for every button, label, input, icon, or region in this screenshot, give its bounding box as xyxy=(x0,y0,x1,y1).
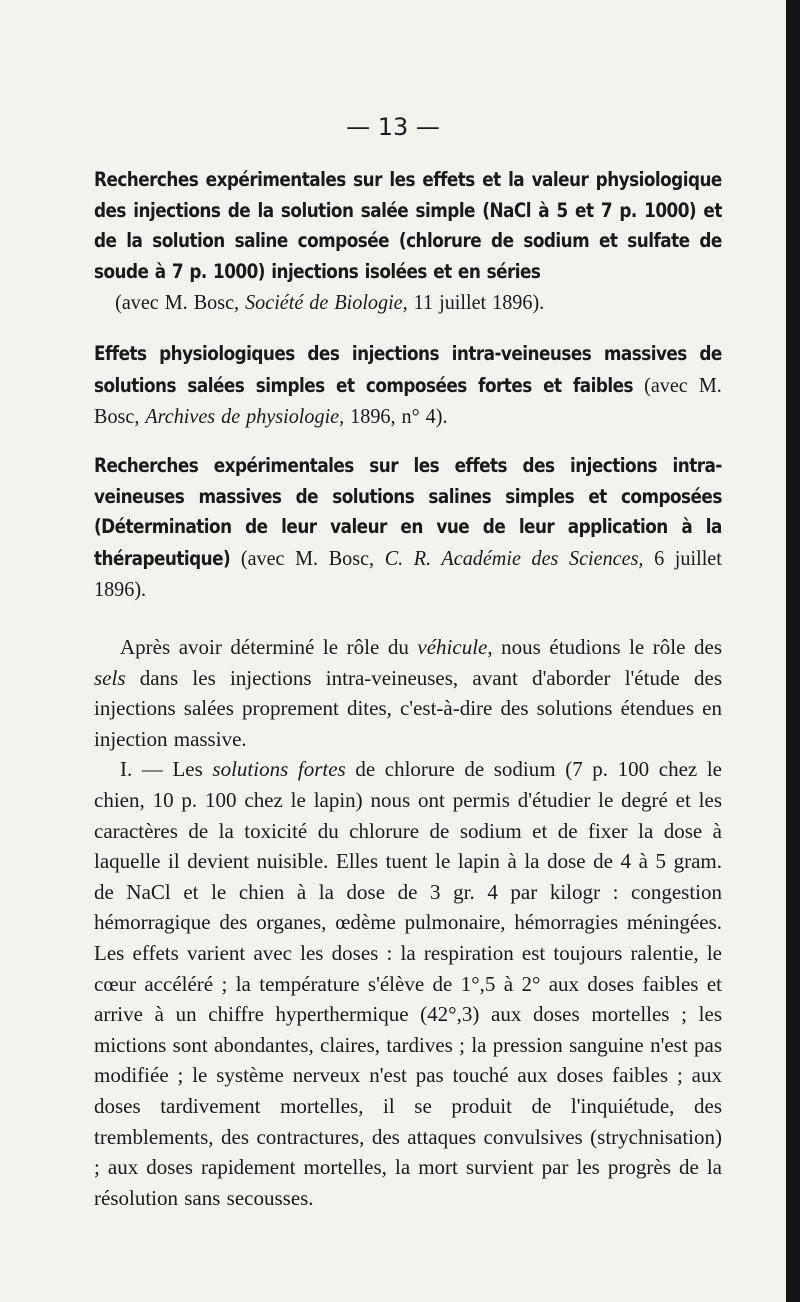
entry-1-text xyxy=(94,165,722,319)
entry-3-journal: C. R. Académie des Sciences, xyxy=(384,545,644,570)
page-number: — 13 — xyxy=(346,113,440,141)
entry-3-date: 6 juillet 1896). xyxy=(94,545,722,601)
paragraph-intro-part: , nous étudions le rôle des xyxy=(487,635,722,659)
body-text xyxy=(94,632,722,1213)
entry-1-title: Recherches expérimentales sur les effets et la valeur physiologique des injections de la solution salée simple (NaCl à 5 et 7 p. 1000) et de la solution saline composée (chlorure de sodium et sulfate de soude à 7 p. 1000) injections isolées et en séries xyxy=(94,168,722,283)
entry-1-journal: Société de Biologie, xyxy=(245,290,408,314)
entry-2-text xyxy=(94,339,722,433)
paragraph-intro-emphasis: véhicule xyxy=(417,635,488,659)
entry-3-text xyxy=(94,451,722,606)
entry-1-date: 11 juillet 1896). xyxy=(407,290,545,314)
paragraph-intro xyxy=(94,632,722,754)
entry-2-authors: (avec M. Bosc, xyxy=(94,372,722,428)
entry-3-authors: (avec M. Bosc, xyxy=(230,545,385,570)
paragraph-section-i-part: de chlorure de sodium (7 p. 100 chez le chien, 10 p. 100 chez le lapin) nous ont permis d'étudier le degré et les caractères de la toxicité du chlorure de sodium et de fixer la dose à laquelle il devient nuisible. Elles tuent le lapin à la dose de 4 à 5 gram. de NaCl et le chien à la dose de 3 gr. 4 par kilogr : congestion hémorragique des organes, œdème pulmonaire, hémorragies méningées. Les effets varient avec les doses : la respiration est toujours ralentie, le cœur accéléré ; la température s'élève de 1°,5 à 2° aux doses faibles et arrive à un chiffre hyperthermique (42°,3) aux doses mortelles ; les mictions sont abondantes, claires, tardives ; la pression sanguine n'est pas modifiée ; le système nerveux n'est pas touché aux doses faibles ; aux doses tardivement mortelles, il se produit de l'inquiétude, des tremblements, des contractures, des attaques convulsives (strychnisation) ; aux doses rapidement mortelles, la mort survient par les progrès de la résolution sans secousses. xyxy=(94,757,722,1210)
entry-2-title: Effets physiologiques des injections intra-veineuses massives de solutions salées simples et composées fortes et faibles xyxy=(94,342,722,397)
entry-1-authors: (avec M. Bosc, xyxy=(115,290,246,314)
bibliography-entry-3 xyxy=(94,451,722,606)
paragraph-section-i-emphasis: solutions fortes xyxy=(212,757,346,782)
paragraph-intro-part: dans les injections intra-veineuses, avant d'aborder l'étude des injections salées proprement dites, c'est-à-dire des solutions étendues en injection massive. xyxy=(94,665,722,751)
bibliography-entry-2 xyxy=(94,339,722,433)
paragraph-intro-emphasis: sels xyxy=(94,665,126,690)
entry-2-date: 1896, n° 4). xyxy=(344,404,448,428)
bibliography-entry-1 xyxy=(94,165,722,319)
paragraph-section-i xyxy=(94,754,722,1213)
entry-3-title: Recherches expérimentales sur les effets des injections intra-veineuses massives de solutions salines simples et composées (Détermination de leur valeur en vue de leur application à la thérapeutique) xyxy=(94,454,722,570)
scan-edge xyxy=(786,0,800,1302)
paragraph-section-i-part: I. — Les xyxy=(120,757,213,782)
entry-2-journal: Archives de physiologie, xyxy=(145,404,345,428)
paragraph-intro-part: Après avoir déterminé le rôle du xyxy=(120,635,418,659)
